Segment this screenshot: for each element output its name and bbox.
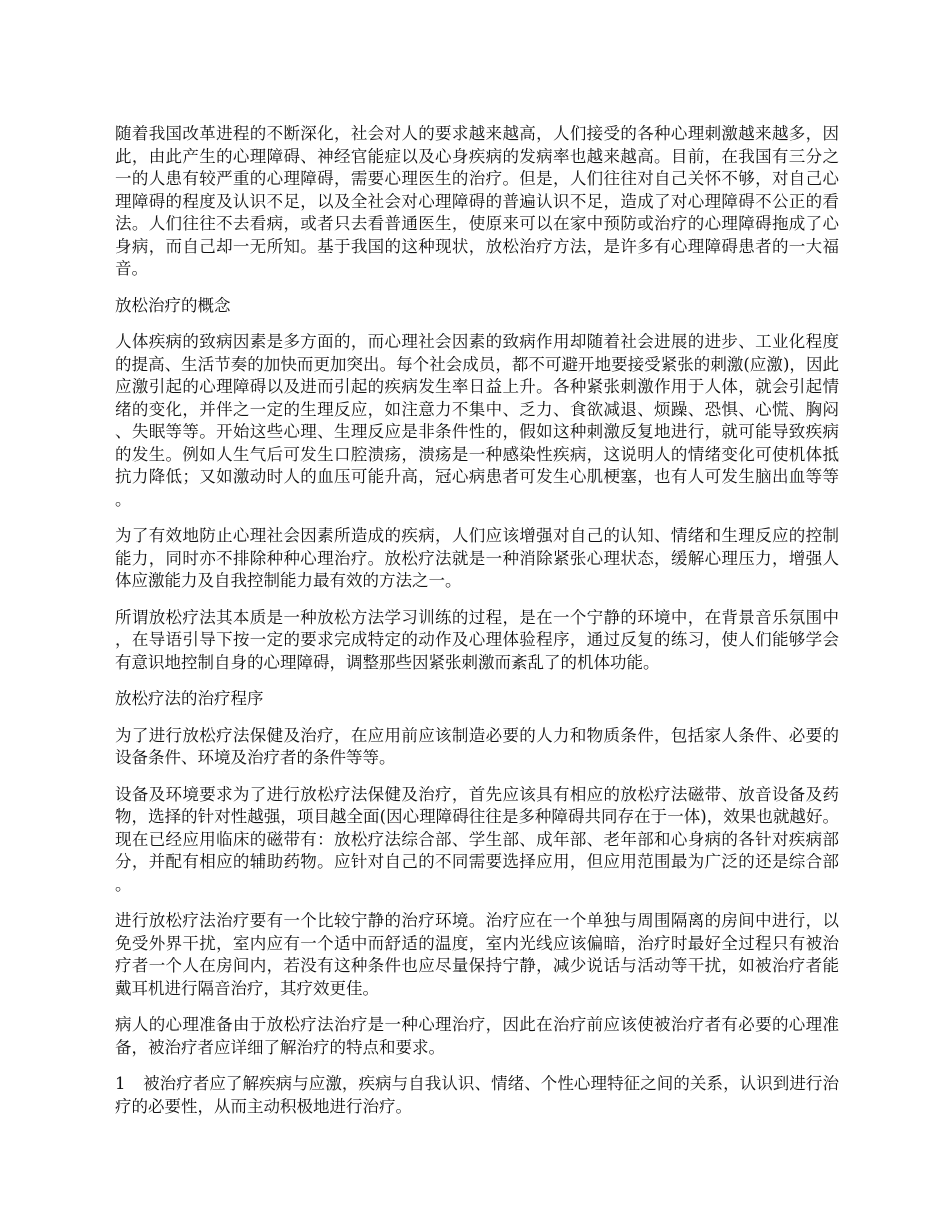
paragraph-psychological-prep: 病人的心理准备由于放松疗法治疗是一种心理治疗，因此在治疗前应该使被治疗者有必要的心理准备，被治疗者应详细了解治疗的特点和要求。 [115,1015,839,1057]
paragraph-prevention: 为了有效地防止心理社会因素所造成的疾病，人们应该增强对自己的认知、情绪和生理反应的控制能力，同时亦不排除种种心理治疗。放松疗法就是一种消除紧张心理状态，缓解心理压力，增强人体应激能力及自我控制能力最有效的方法之一。 [115,526,839,590]
section-heading-concept: 放松治疗的概念 [115,295,231,315]
paragraph-equipment: 设备及环境要求为了进行放松疗法保健及治疗，首先应该具有相应的放松疗法磁带、放音设备及药物，选择的针对性越强，项目越全面(因心理障碍往往是多种障碍共同存在于一体)，效果也就越好。现在已经应用临床的磁带有：放松疗法综合部、学生部、成年部、老年部和心身病的各针对疾病部分，并配有相应的辅助药物。应针对自己的不同需要选择应用，但应用范围最为广泛的还是综合部。 [115,784,839,894]
list-item-number: 1 [115,1074,126,1093]
paragraph-environment: 进行放松疗法治疗要有一个比较宁静的治疗环境。治疗应在一个单独与周围隔离的房间中进行，以免受外界干扰，室内应有一个适中而舒适的温度，室内光线应该偏暗，治疗时最好全过程只有被治疗者一个人在房间内，若没有这种条件也应尽量保持宁静，减少说话与活动等干扰，如被治疗者能戴耳机进行隔音治疗，其疗效更佳。 [115,911,839,998]
paragraph-definition: 所谓放松疗法其本质是一种放松方法学习训练的过程，是在一个宁静的环境中，在背景音乐氛围中，在导语引导下按一定的要求完成特定的动作及心理体验程序，通过反复的练习，使人们能够学会有意识地控制自身的心理障碍，调整那些因紧张刺激而紊乱了的机体功能。 [115,607,839,672]
list-item [115,1073,839,1118]
section-heading-procedure: 放松疗法的治疗程序 [115,689,264,708]
paragraph-intro: 随着我国改革进程的不断深化，社会对人的要求越来越高，人们接受的各种心理刺激越来越多，因此，由此产生的心理障碍、神经官能症以及心身疾病的发病率也越来越高。目前，在我国有三分之一的人患有较严重的心理障碍，需要心理医生的治疗。但是，人们往往对自己关怀不够，对自己心理障碍的程度及认识不足，以及全社会对心理障碍的普遍认识不足，造成了对心理障碍不公正的看法。人们往往不去看病，或者只去看普通医生，使原来可以在家中预防或治疗的心理障碍拖成了心身病，而自己却一无所知。基于我国的这种现状，放松治疗方法，是许多有心理障碍患者的一大福音。 [115,124,839,278]
document-body [115,123,839,1132]
paragraph-disease-factors: 人体疾病的致病因素是多方面的，而心理社会因素的致病作用却随着社会进展的进步、工业化程度的提高、生活节奏的加快而更加突出。每个社会成员，都不可避开地要接受紧张的刺激(应激)，因此应激引起的心理障碍以及进而引起的疾病发生率日益上升。各种紧张刺激作用于人体，就会引起情绪的变化，并伴之一定的生理反应，如注意力不集中、乏力、食欲减退、烦躁、恐惧、心慌、胸闷、失眠等等。开始这些心理、生理反应是非条件性的，假如这种刺激反复地进行，就可能导致疾病的发生。例如人生气后可发生口腔溃疡，溃疡是一种感染性疾病，这说明人的情绪变化可使机体抵抗力降低；又如激动时人的血压可能升高，冠心病患者可发生心肌梗塞，也有人可发生脑出血等等。 [115,332,839,509]
list-item-text: 被治疗者应了解疾病与应激，疾病与自我认识、情绪、个性心理特征之间的关系，认识到进行治疗的必要性，从而主动积极地进行治疗。 [115,1074,839,1116]
paragraph-preparation: 为了进行放松疗法保健及治疗，在应用前应该制造必要的人力和物质条件，包括家人条件、必要的设备条件、环境及治疗者的条件等等。 [115,725,839,767]
